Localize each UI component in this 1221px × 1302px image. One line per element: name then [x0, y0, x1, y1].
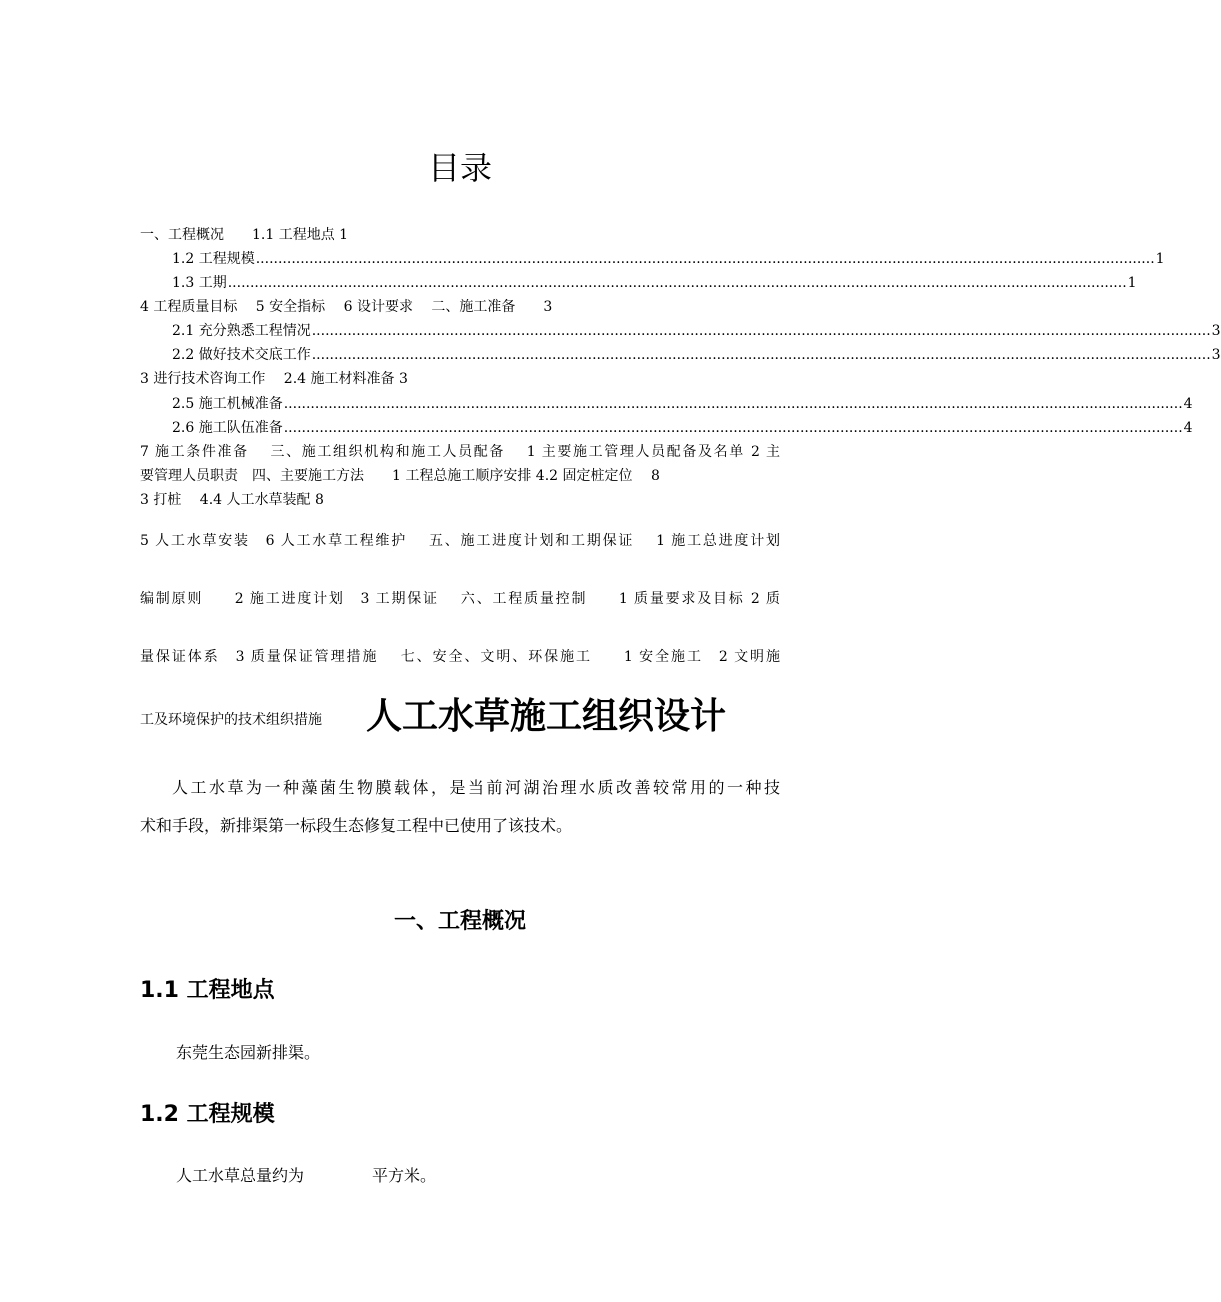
- toc-line: 3 进行技术咨询工作 2.4 施工材料准备 3: [140, 371, 408, 387]
- toc-line: 7 施工条件准备 三、施工组织机构和施工人员配备 1 主要施工管理人员配备及名单 2 主: [140, 444, 780, 460]
- toc-leader-dots: ..........................................................................................................................................................................................................: [311, 347, 1211, 363]
- toc-entry-label: 2.1 充分熟悉工程情况: [172, 323, 311, 339]
- toc-title: 目录: [427, 149, 492, 187]
- toc-entry-label: 1.3 工期: [172, 275, 227, 291]
- toc-entry: [172, 322, 1221, 340]
- toc-entry-label: 1.2 工程规模: [172, 251, 255, 267]
- toc-entry-page: 1: [1155, 251, 1165, 267]
- toc-leader-dots: ..........................................................................................................................................................................................................: [227, 275, 1127, 291]
- toc-entry-label: 2.2 做好技术交底工作: [172, 347, 311, 363]
- doc-title: 人工水草施工组织设计: [366, 695, 727, 737]
- toc-leader-dots: ..........................................................................................................................................................................................................: [283, 420, 1183, 436]
- subsection-heading: 1.1 工程地点: [140, 978, 275, 1003]
- subsection-text: 人工水草总量约为: [176, 1166, 305, 1185]
- toc-line: 一、工程概况 1.1 工程地点 1: [140, 227, 349, 243]
- intro-paragraph-line: 术和手段，新排渠第一标段生态修复工程中已使用了该技术。: [140, 816, 573, 835]
- toc-line: 要管理人员职责 四、主要施工方法 1 工程总施工顺序安排 4.2 固定桩定位 8: [140, 468, 660, 484]
- toc-entry: [172, 274, 1137, 292]
- toc-line: 4 工程质量目标 5 安全指标 6 设计要求 二、施工准备 3: [140, 299, 553, 315]
- toc-entry-page: 1: [1127, 275, 1137, 291]
- toc-entry-label: 2.6 施工队伍准备: [172, 420, 283, 436]
- toc-line: 工及环境保护的技术组织措施: [140, 712, 322, 728]
- toc-line: 3 打桩 4.4 人工水草装配 8: [140, 492, 324, 508]
- toc-entry-label: 2.5 施工机械准备: [172, 396, 283, 412]
- toc-entry: [172, 250, 1165, 268]
- toc-line: 5 人工水草安装 6 人工水草工程维护 五、施工进度计划和工期保证 1 施工总进度计划: [140, 533, 780, 549]
- subsection-heading: 1.2 工程规模: [140, 1102, 275, 1127]
- intro-paragraph-line: 人工水草为一种藻菌生物膜载体，是当前河湖治理水质改善较常用的一种技: [172, 778, 780, 797]
- toc-entry-page: 3: [1211, 347, 1221, 363]
- toc-leader-dots: ..........................................................................................................................................................................................................: [283, 396, 1183, 412]
- toc-leader-dots: ..........................................................................................................................................................................................................: [255, 251, 1155, 267]
- toc-line: 量保证体系 3 质量保证管理措施 七、安全、文明、环保施工 1 安全施工 2 文明施: [140, 649, 780, 665]
- section-heading: 一、工程概况: [393, 909, 526, 934]
- toc-line: 编制原则 2 施工进度计划 3 工期保证 六、工程质量控制 1 质量要求及目标 2 质: [140, 591, 780, 607]
- toc-entry: [172, 419, 1193, 437]
- subsection-text: 东莞生态园新排渠。: [176, 1043, 321, 1062]
- toc-entry-page: 4: [1183, 420, 1193, 436]
- toc-leader-dots: ..........................................................................................................................................................................................................: [311, 323, 1211, 339]
- subsection-text-unit: 平方米。: [372, 1166, 437, 1185]
- toc-entry-page: 4: [1183, 396, 1193, 412]
- toc-entry-page: 3: [1211, 323, 1221, 339]
- toc-entry: [172, 346, 1221, 364]
- toc-entry: [172, 395, 1193, 413]
